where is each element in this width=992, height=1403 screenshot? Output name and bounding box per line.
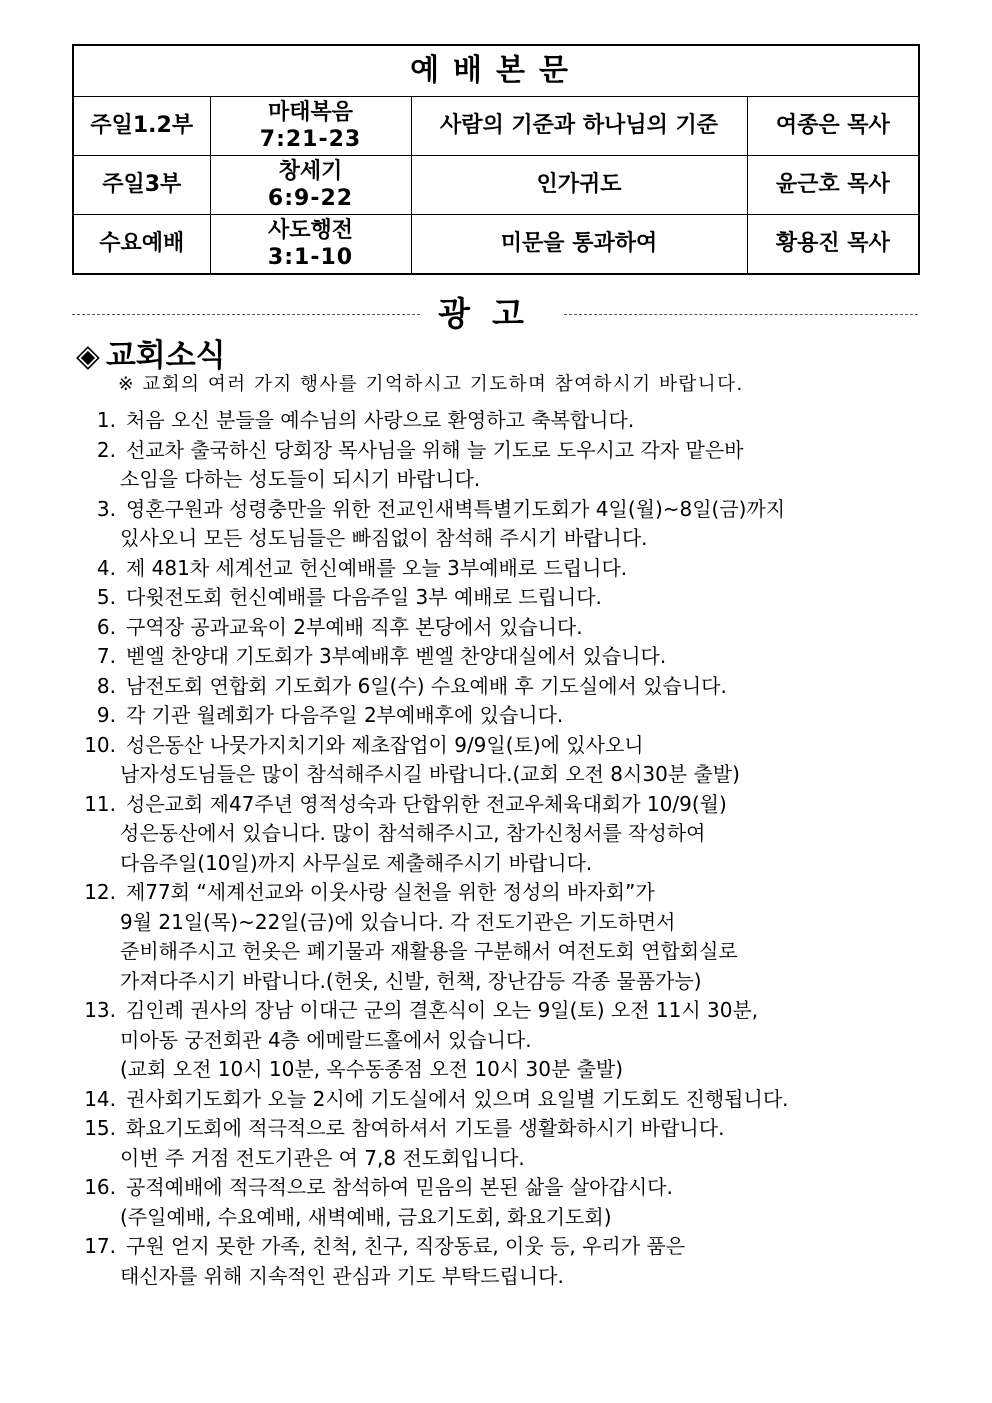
- church-news-heading: [76, 330, 226, 375]
- service-name: 수요예배: [73, 215, 210, 275]
- item-line: 준비해주시고 헌옷은 폐기물과 재활용을 구분해서 여전도회 연합회실로: [120, 939, 738, 963]
- item-line: 이번 주 거점 전도기관은 여 7,8 전도회입니다.: [120, 1145, 525, 1170]
- announcement-item: [72, 731, 932, 790]
- item-number: 3.: [96, 496, 116, 521]
- item-line: 구역장 공과교육이 2부예배 직후 본당에서 있습니다.: [126, 614, 583, 639]
- preacher: 윤근호 목사: [747, 156, 919, 215]
- scripture-passage: [210, 215, 411, 275]
- announcements-header: [72, 288, 918, 333]
- sermon-title: 미문을 통과하여: [411, 215, 747, 275]
- item-number: 6.: [96, 614, 116, 639]
- announcement-item: [72, 672, 932, 702]
- item-number: 12.: [84, 880, 116, 904]
- announcements-title: 광고: [438, 294, 546, 333]
- announcement-item: [72, 1173, 932, 1232]
- notice-text: ※ 교회의 여러 가지 행사를 기억하시고 기도하며 참여하시기 바랍니다.: [118, 374, 744, 395]
- item-number: 10.: [84, 732, 116, 757]
- sermon-title: 인가귀도: [411, 156, 747, 215]
- item-line: 남자성도님들은 많이 참석해주시길 바랍니다.(교회 오전 8시30분 출발): [120, 762, 740, 786]
- sermon-row: [73, 156, 919, 215]
- item-line: 벧엘 찬양대 기도회가 3부예배후 벧엘 찬양대실에서 있습니다.: [126, 644, 667, 668]
- sermon-title: 사람의 기준과 하나님의 기준: [411, 97, 747, 156]
- announcement-item: [72, 642, 932, 672]
- item-number: 9.: [96, 703, 116, 727]
- item-number: 16.: [84, 1175, 116, 1199]
- scripture-passage: [210, 156, 411, 215]
- item-line: 태신자를 위해 지속적인 관심과 기도 부탁드립니다.: [120, 1263, 564, 1288]
- item-line: 제 481차 세계선교 헌신예배를 오늘 3부예배로 드립니다.: [126, 555, 628, 580]
- item-number: 1.: [96, 408, 116, 432]
- item-line: 남전도회 연합회 기도회가 6일(수) 수요예배 후 기도실에서 있습니다.: [126, 673, 727, 698]
- item-line: 처음 오신 분들을 예수님의 사랑으로 환영하고 축복합니다.: [126, 408, 635, 432]
- scripture-ref: 6:9-22: [267, 186, 354, 211]
- announcement-item: [72, 436, 932, 495]
- item-line: 가져다주시기 바랍니다.(헌옷, 신발, 헌책, 장난감등 각종 물품가능): [120, 968, 702, 993]
- item-number: 15.: [84, 1116, 116, 1140]
- announcement-list: [72, 406, 932, 1291]
- item-line: 9월 21일(목)~22일(금)에 있습니다. 각 전도기관은 기도하면서: [120, 909, 676, 934]
- preacher: 여종은 목사: [747, 97, 919, 156]
- item-line: 제77회 “세계선교와 이웃사랑 실천을 위한 정성의 바자회”가: [126, 880, 655, 904]
- diamond-icon: ◈: [76, 338, 100, 374]
- item-line: 성은동산에서 있습니다. 많이 참석해주시고, 참가신청서를 작성하여: [120, 821, 706, 845]
- item-line: 성은교회 제47주년 영적성숙과 단합위한 전교우체육대회가 10/9(월): [126, 791, 727, 816]
- scripture-ref: 3:1-10: [267, 245, 354, 270]
- item-number: 4.: [96, 555, 116, 580]
- announcement-item: [72, 554, 932, 584]
- item-line: 구원 얻지 못한 가족, 친척, 친구, 직장동료, 이웃 등, 우리가 품은: [126, 1234, 686, 1258]
- scripture-passage: [210, 97, 411, 156]
- preacher: 황용진 목사: [747, 215, 919, 275]
- item-line: 김인례 권사의 장남 이대근 군의 결혼식이 오는 9일(토) 오전 11시 30분,: [126, 998, 759, 1022]
- item-number: 7.: [96, 644, 116, 668]
- announcement-item: [72, 1114, 932, 1173]
- service-name: 주일3부: [73, 156, 210, 215]
- item-number: 5.: [96, 585, 116, 609]
- scripture-ref: 7:21-23: [259, 127, 362, 152]
- sermon-row: [73, 97, 919, 156]
- item-line: 다윗전도회 헌신예배를 다음주일 3부 예배로 드립니다.: [126, 585, 602, 609]
- announcement-item: [72, 790, 932, 879]
- item-line: 공적예배에 적극적으로 참석하여 믿음의 본된 삶을 살아갑시다.: [126, 1175, 673, 1199]
- item-line: 다음주일(10일)까지 사무실로 제출해주시기 바랍니다.: [120, 850, 593, 875]
- item-number: 17.: [84, 1234, 116, 1258]
- item-line: 권사회기도회가 오늘 2시에 기도실에서 있으며 요일별 기도회도 진행됩니다.: [126, 1086, 789, 1111]
- item-line: 화요기도회에 적극적으로 참여하셔서 기도를 생활화하시기 바랍니다.: [126, 1116, 725, 1140]
- divider-left: [72, 314, 420, 315]
- item-number: 14.: [84, 1086, 116, 1111]
- divider-right: [564, 314, 918, 315]
- announcement-item: [72, 701, 932, 731]
- announcement-item: [72, 613, 932, 643]
- announcement-item: [72, 996, 932, 1085]
- item-line: 있사오니 모든 성도님들은 빠짐없이 참석해 주시기 바랍니다.: [120, 526, 648, 550]
- scripture-book: 마태복음: [267, 100, 353, 125]
- item-line: 각 기관 월례회가 다음주일 2부예배후에 있습니다.: [126, 703, 564, 727]
- announcement-item: [72, 406, 932, 436]
- item-number: 2.: [96, 437, 116, 462]
- announcement-item: [72, 1232, 932, 1291]
- item-line: 소임을 다하는 성도들이 되시기 바랍니다.: [120, 467, 481, 491]
- sermon-table-title: 예배본문: [73, 45, 919, 97]
- announcement-item: [72, 1085, 932, 1115]
- item-line: 선교차 출국하신 당회장 목사님을 위해 늘 기도로 도우시고 각자 맡은바: [126, 437, 744, 462]
- scripture-book: 창세기: [278, 159, 343, 184]
- sermon-row: [73, 215, 919, 275]
- item-line: 영혼구원과 성령충만을 위한 전교인새벽특별기도회가 4일(월)~8일(금)까지: [126, 496, 786, 521]
- sermon-table: [72, 44, 920, 275]
- section-title: 교회소식: [105, 338, 226, 374]
- item-number: 11.: [84, 791, 116, 816]
- announcement-item: [72, 878, 932, 996]
- item-line: 미아동 궁전회관 4층 에메랄드홀에서 있습니다.: [120, 1027, 532, 1052]
- item-number: 13.: [84, 998, 116, 1022]
- item-line: 성은동산 나뭇가지치기와 제초잡업이 9/9일(토)에 있사오니: [126, 732, 644, 757]
- item-line: (주일예배, 수요예배, 새벽예배, 금요기도회, 화요기도회): [120, 1204, 612, 1229]
- item-number: 8.: [96, 673, 116, 698]
- item-line: (교회 오전 10시 10분, 옥수동종점 오전 10시 30분 출발): [120, 1057, 624, 1081]
- announcement-item: [72, 583, 932, 613]
- announcement-item: [72, 495, 932, 554]
- service-name: 주일1.2부: [73, 97, 210, 156]
- scripture-book: 사도행전: [267, 218, 353, 243]
